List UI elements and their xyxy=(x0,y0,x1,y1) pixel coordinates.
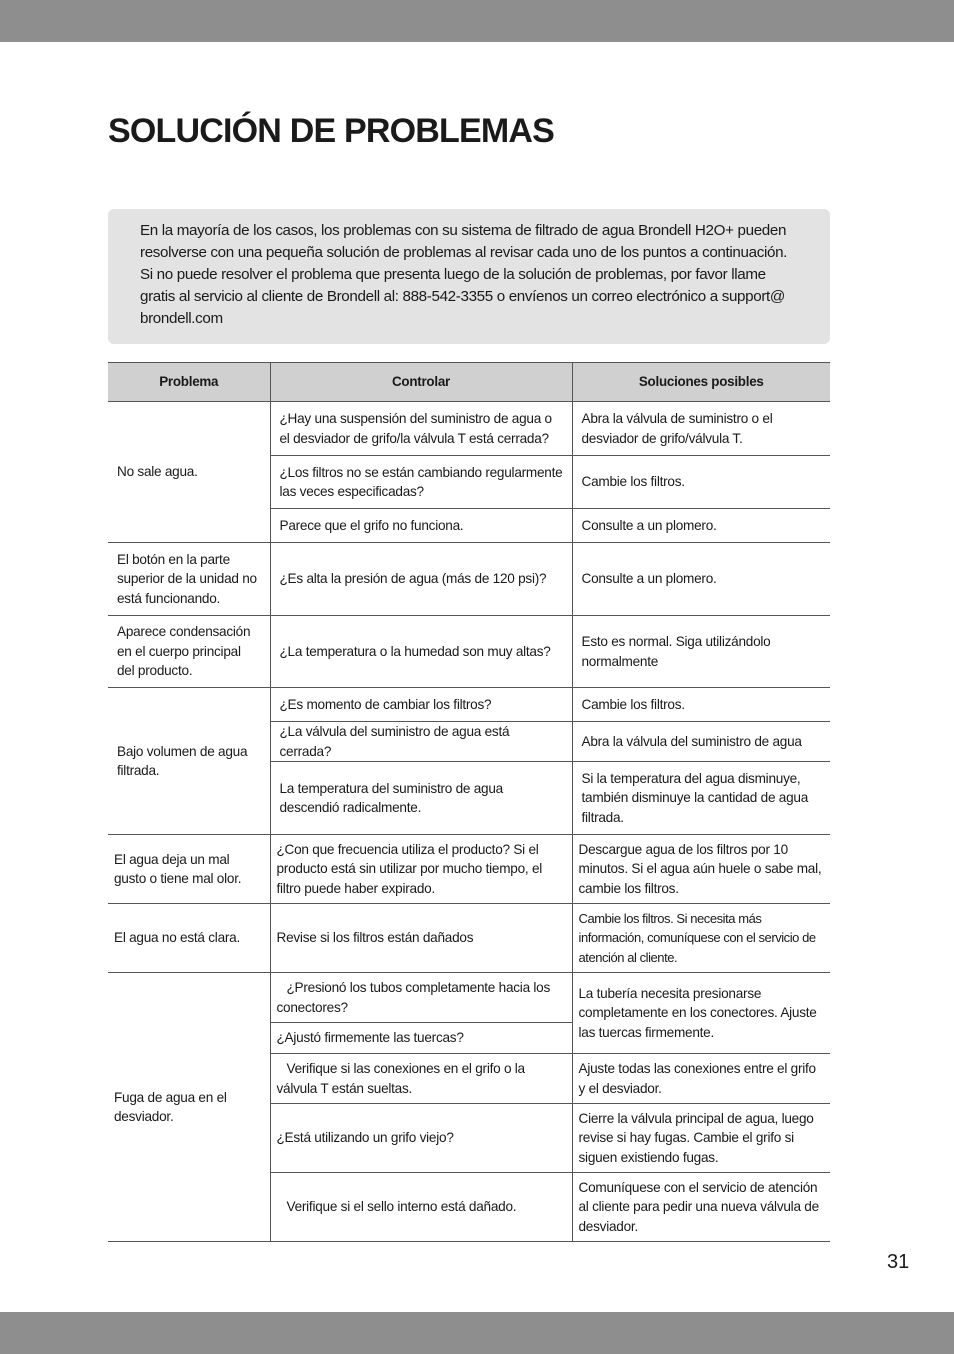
check-text: ¿Presionó los tubos completamente hacia los conectores? xyxy=(276,980,551,1015)
table-row xyxy=(108,616,830,688)
check-cell: La temperatura del suministro de agua descendió radicalmente. xyxy=(270,762,572,835)
page-number: 31 xyxy=(887,1251,910,1273)
solution-cell: Esto es normal. Siga utilizándolo normalmente xyxy=(572,616,830,688)
check-cell: Verifique si el sello interno está dañado. xyxy=(270,1173,572,1242)
problem-cell: No sale agua. xyxy=(108,402,270,543)
check-cell: Parece que el grifo no funciona. xyxy=(270,509,572,543)
table-row xyxy=(108,904,830,973)
check-cell xyxy=(270,1054,572,1104)
problem-cell: El agua no está clara. xyxy=(108,904,270,973)
check-cell: ¿Es momento de cambiar los filtros? xyxy=(270,688,572,722)
solution-cell: Abra la válvula del suministro de agua xyxy=(572,722,830,762)
intro-box: En la mayoría de los casos, los problemas con su sistema de filtrado de agua Brondell H2O+ pueden resolverse con una pequeña solución de problemas al revisar cada uno de los puntos a continuación. Si no puede resolver el problema que presenta luego de la solución de problemas, por favor llame gratis al servicio al cliente de Brondell al: 888-542-3355 o envíenos un correo electrónico a support@ brondell.com xyxy=(108,209,830,344)
table-header-row xyxy=(108,363,830,402)
problem-cell: Aparece condensación en el cuerpo principal del producto. xyxy=(108,616,270,688)
header-check: Controlar xyxy=(270,363,572,402)
solution-cell: Ajuste todas las conexiones entre el grifo y el desviador. xyxy=(572,1054,830,1104)
check-cell: ¿La válvula del suministro de agua está cerrada? xyxy=(270,722,572,762)
solution-cell: Cambie los filtros. Si necesita más información, comuníquese con el servicio de atención al cliente. xyxy=(572,904,830,973)
problem-cell: Fuga de agua en el desviador. xyxy=(108,973,270,1242)
page-title: SOLUCIÓN DE PROBLEMAS xyxy=(108,112,555,150)
header-solutions: Soluciones posibles xyxy=(572,363,830,402)
table-row xyxy=(108,688,830,722)
check-cell: ¿La temperatura o la humedad son muy altas? xyxy=(270,616,572,688)
table-row xyxy=(108,543,830,616)
solution-cell: La tubería necesita presionarse completamente en los conectores. Ajuste las tuercas firmemente. xyxy=(572,973,830,1054)
solution-cell: Descargue agua de los filtros por 10 minutos. Si el agua aún huele o sabe mal, cambie los filtros. xyxy=(572,835,830,904)
check-cell: ¿Los filtros no se están cambiando regularmente las veces especificadas? xyxy=(270,456,572,509)
header-problem: Problema xyxy=(108,363,270,402)
solution-cell: Cierre la válvula principal de agua, luego revise si hay fugas. Cambie el grifo si siguen existiendo fugas. xyxy=(572,1104,830,1173)
check-text: Verifique si las conexiones en el grifo o la válvula T están sueltas. xyxy=(276,1061,525,1096)
table-row xyxy=(108,835,830,904)
check-cell: ¿Hay una suspensión del suministro de agua o el desviador de grifo/la válvula T está cerrada? xyxy=(270,402,572,456)
solution-cell: Si la temperatura del agua disminuye, también disminuye la cantidad de agua filtrada. xyxy=(572,762,830,835)
solution-cell: Abra la válvula de suministro o el desviador de grifo/válvula T. xyxy=(572,402,830,456)
problem-cell: Bajo volumen de agua filtrada. xyxy=(108,688,270,835)
table-row xyxy=(108,973,830,1023)
solution-cell: Consulte a un plomero. xyxy=(572,509,830,543)
problem-cell: El agua deja un mal gusto o tiene mal olor. xyxy=(108,835,270,904)
check-cell: ¿Ajustó firmemente las tuercas? xyxy=(270,1023,572,1054)
check-cell: Revise si los filtros están dañados xyxy=(270,904,572,973)
table-row xyxy=(108,402,830,456)
solution-cell: Cambie los filtros. xyxy=(572,688,830,722)
footer-bar xyxy=(0,1312,954,1354)
solution-cell: Consulte a un plomero. xyxy=(572,543,830,616)
check-cell: ¿Está utilizando un grifo viejo? xyxy=(270,1104,572,1173)
header-bar xyxy=(0,0,954,42)
check-cell: ¿Es alta la presión de agua (más de 120 psi)? xyxy=(270,543,572,616)
check-cell xyxy=(270,973,572,1023)
check-cell: ¿Con que frecuencia utiliza el producto? Si el producto está sin utilizar por mucho tiempo, el filtro puede haber expirado. xyxy=(270,835,572,904)
problem-cell: El botón en la parte superior de la unidad no está funcionando. xyxy=(108,543,270,616)
solution-cell: Cambie los filtros. xyxy=(572,456,830,509)
solution-cell: Comuníquese con el servicio de atención al cliente para pedir una nueva válvula de desviador. xyxy=(572,1173,830,1242)
troubleshooting-table xyxy=(108,362,830,1242)
